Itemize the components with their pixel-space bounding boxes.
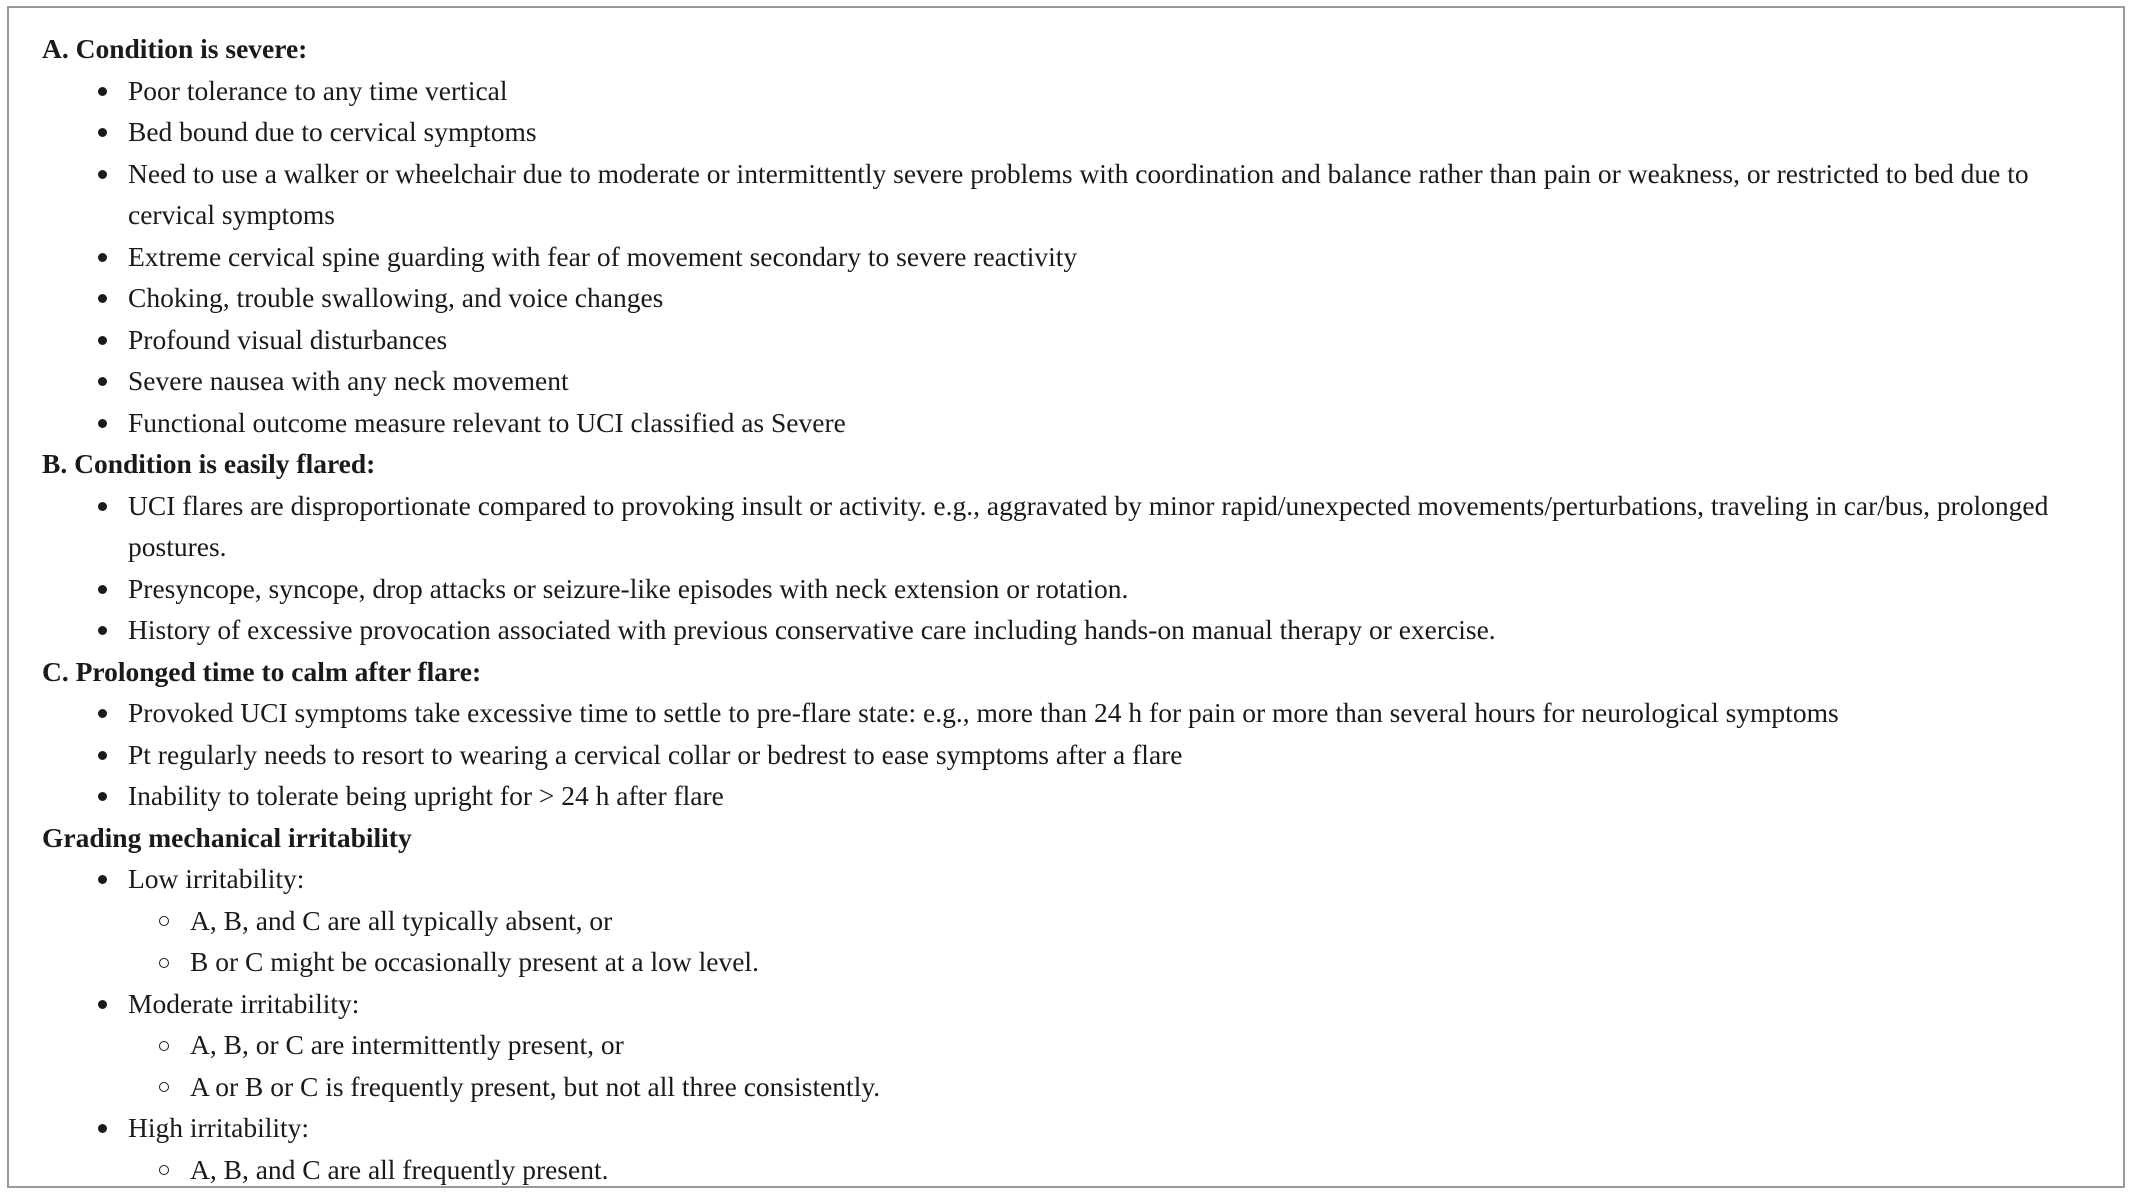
grading-level-high: High irritability: [42,1107,2107,1149]
section-list-c [42,692,2107,817]
section-list-b [42,485,2107,651]
bullet-icon [92,319,112,361]
circle-bullet-icon [154,1024,174,1066]
grading-sublist-high [42,1149,2107,1191]
grading-list [42,858,2107,900]
list-item: History of excessive provocation associated with previous conservative care including hands-on manual therapy or exercise. [42,609,2107,651]
list-item: Bed bound due to cervical symptoms [42,111,2107,153]
list-item: Pt regularly needs to resort to wearing a cervical collar or bedrest to ease symptoms after a flare [42,734,2107,776]
sub-list-item: B or C might be occasionally present at a low level. [42,941,2107,983]
grading-sublist-low [42,900,2107,983]
bullet-icon [92,111,112,153]
bullet-icon [92,277,112,319]
bullet-icon [92,1107,112,1149]
grading-list [42,983,2107,1025]
bullet-icon [92,360,112,402]
list-item: Severe nausea with any neck movement [42,360,2107,402]
section-list-a [42,70,2107,444]
list-item: UCI flares are disproportionate compared to provoking insult or activity. e.g., aggravated by minor rapid/unexpected movements/perturbations, traveling in car/bus, prolonged postures. [42,485,2107,568]
bullet-icon [92,858,112,900]
sub-list-item: A or B or C is frequently present, but not all three consistently. [42,1066,2107,1108]
grading-list [42,1107,2107,1149]
bullet-icon [92,153,112,195]
list-item: Functional outcome measure relevant to UCI classified as Severe [42,402,2107,444]
bullet-icon [92,609,112,651]
list-item: Profound visual disturbances [42,319,2107,361]
bullet-icon [92,70,112,112]
list-item: Provoked UCI symptoms take excessive time to settle to pre-flare state: e.g., more than 24 h for pain or more than several hours for neurological symptoms [42,692,2107,734]
circle-bullet-icon [154,1149,174,1191]
circle-bullet-icon [154,941,174,983]
grading-level-low: Low irritability: [42,858,2107,900]
sub-list-item: A, B, and C are all typically absent, or [42,900,2107,942]
bullet-icon [92,734,112,776]
grading-level-moderate: Moderate irritability: [42,983,2107,1025]
bullet-icon [92,983,112,1025]
list-item: Need to use a walker or wheelchair due to moderate or intermittently severe problems with coordination and balance rather than pain or weakness, or restricted to bed due to cervical symptoms [42,153,2107,236]
list-item: Inability to tolerate being upright for > 24 h after flare [42,775,2107,817]
list-item: Choking, trouble swallowing, and voice changes [42,277,2107,319]
criteria-box [7,6,2125,1188]
circle-bullet-icon [154,1066,174,1108]
section-heading-c: C. Prolonged time to calm after flare: [42,655,482,687]
bullet-icon [92,402,112,444]
section-heading-a: A. Condition is severe: [42,33,308,64]
section-heading-b: B. Condition is easily flared: [42,448,376,479]
bullet-icon [92,692,112,734]
criteria-content [42,28,2107,1190]
circle-bullet-icon [154,900,174,942]
list-item: Poor tolerance to any time vertical [42,70,2107,112]
grading-sublist-moderate [42,1024,2107,1107]
bullet-icon [92,568,112,610]
bullet-icon [92,236,112,278]
bullet-icon [92,775,112,817]
bullet-icon [92,485,112,527]
sub-list-item: A, B, and C are all frequently present. [42,1149,2107,1191]
list-item: Extreme cervical spine guarding with fear of movement secondary to severe reactivity [42,236,2107,278]
list-item: Presyncope, syncope, drop attacks or seizure-like episodes with neck extension or rotation. [42,568,2107,610]
grading-heading: Grading mechanical irritability [42,821,412,853]
sub-list-item: A, B, or C are intermittently present, or [42,1024,2107,1066]
